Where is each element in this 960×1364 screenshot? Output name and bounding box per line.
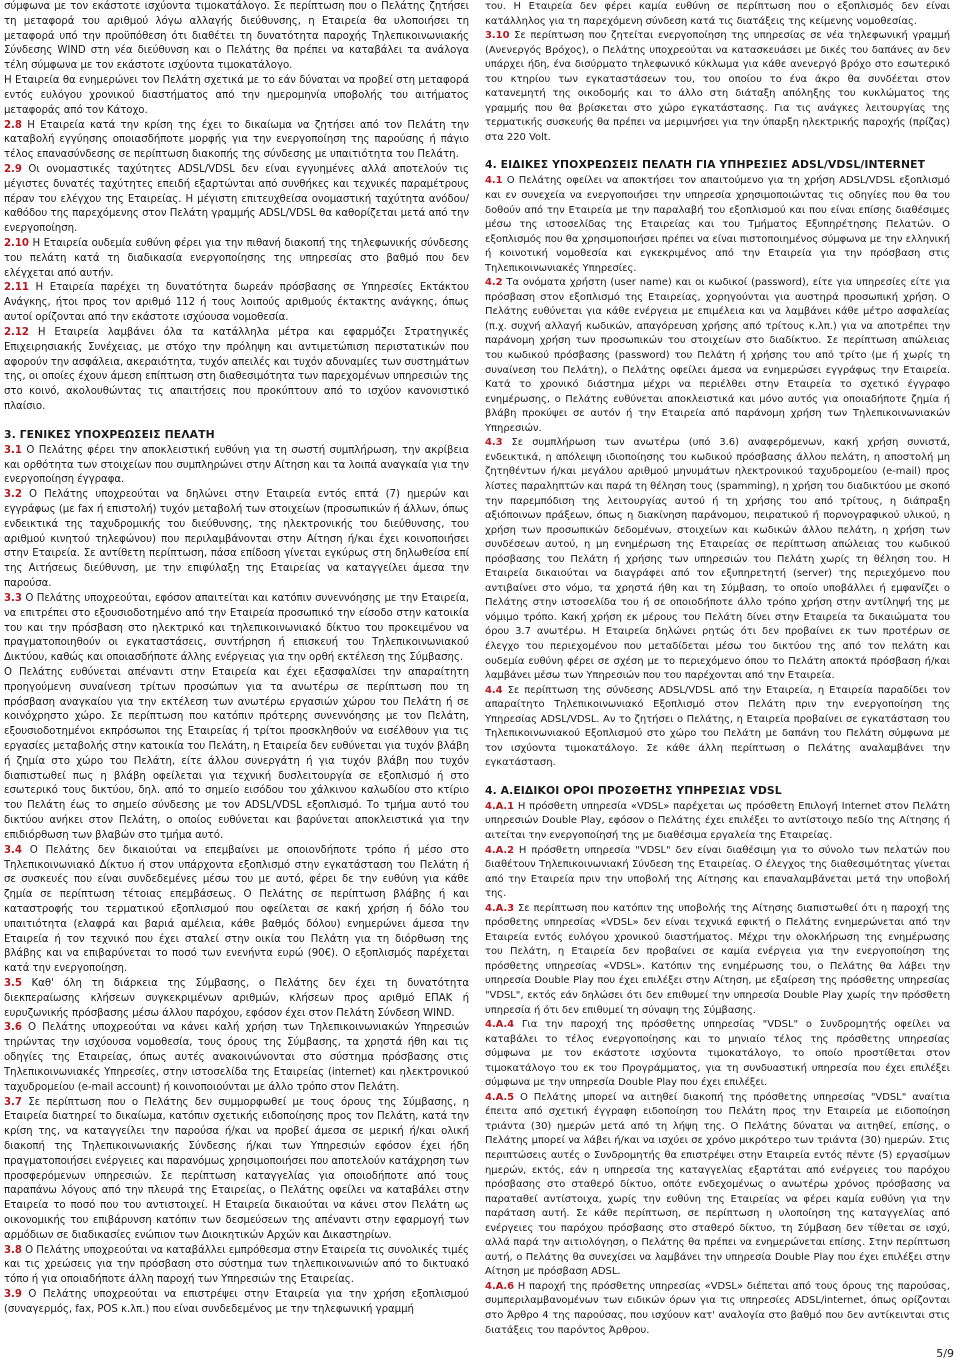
clause-paragraph — [485, 0, 950, 29]
clause-paragraph — [4, 666, 469, 844]
clause-paragraph — [4, 1244, 469, 1288]
clause-text: Ο Πελάτης υποχρεούται να κάνει καλή χρήση των Τηλεπικοινωνιακών Υπηρεσιών τηρώντας την ισχύουσα νομοθεσία, τους όρους της Σύμβασης, τα χρηστά ήθη και τις οδηγίες της Εταιρείας, όπως αυτές ανακοινώνονται στο σύστημα πρόσβασης στις Τηλεπικοινωνιακές Υπηρεσίες, στην ιστοσελίδα της Εταιρείας (internet) και ηλεκτρονικού ταχυδρομείου (e-mail account) ή κοινοποιούνται με άλλο τρόπο στον Πελάτη. — [4, 1022, 469, 1093]
clause-number: 3.1 — [4, 444, 22, 456]
clause-text: Σε περίπτωση που ζητείται ενεργοποίηση της υπηρεσίας σε νέα τηλεφωνική γραμμή (Ανενεργός Βρόχος), ο Πελάτης υποχρεούται να κατασκευάσει με δικές του δαπάνες αν δεν υπάρχει ήδη, ένα δισύρματο τηλεφωνικό κύκλωμα για κάθε ανενεργό βρόχο στο εσωτερικό του κτηρίου των εγκαταστάσεων του, του οποίου το ένα άκρο θα συνδέεται στον κατανεμητή της οικοδομής και το άλλο στη διάταξη απόληξης του κυκλώματος της γραμμής που θα βρίσκεται στο χώρο εγκατάστασης. Για τις ανάγκες λειτουργίας της τερματικής συσκευής θα πρέπει να μεριμνήσει για την ύπαρξη ηλεκτρικής παροχής (πρίζας) στα 220 Volt. — [485, 30, 950, 143]
clause-paragraph — [4, 281, 469, 325]
clause-text: Ο Πελάτης υποχρεούται, εφόσον απαιτείται και κατόπιν συνεννόησης με την Εταιρεία, να επιτρέπει στο εξουσιοδοτημένο από την Εταιρεία προσωπικό την είσοδο στην κατοικία του και την πρόσβαση στο ηλεκτρικό και τηλεπικοινωνιακό δίκτυο του προκειμένου να πραγματοποιηθούν οι εγκαταστάσεις, συντήρηση ή επισκευή του Τηλεπικοινωνιακού Δικτύου, καθώς και οποιασδήποτε άλλης ενέργειας για την ορθή εκτέλεση της Σύμβασης. — [4, 592, 469, 664]
clause-number: 3.9 — [4, 1289, 22, 1301]
clause-paragraph — [485, 29, 950, 145]
clause-number: 3.3 — [4, 592, 22, 604]
clause-number: 4.Α.1 — [485, 800, 515, 812]
clause-text: Ο Πελάτης μπορεί να αιτηθεί διακοπή της πρόσθετης υπηρεσίας "VDSL" αναίτια έπειτα από σχετική έγγραφη ειδοποίηση του Πελάτη προς την Εταιρεία με ειδοποίηση τριάντα (30) ημερών μετά από τη λήψη της. Ο Πελάτης δύναται να αιτηθεί, επίσης, ο Πελάτης μπορεί να λάβει ή/και να ισχύει σε χρόνο μικρότερο των τριάντα (30) ημερών. Στις περιπτώσεις αυτές ο Συνδρομητής θα επιστρέψει στην Εταιρεία εντός πέντε (5) εργασίμων ημερών, εκτός, εάν η υπηρεσία της καταγγελίας εξαρτάται από ενέργειες του παρόχου πρόσβασης στο σταθερό δίκτυο, οπότε ενδεχομένως ο ανωτέρω χρόνος πρόσβασης να παραταθεί αντίστοιχα, χωρίς την ευθύνη της Εταιρείας να φέρει καμία ευθύνη για την παράταση αυτή. Σε κάθε περίπτωση, σε περίπτωση η υλοποίηση της καταγγελίας από ενέργειες του παρόχου πρόσβασης στο σταθερό δίκτυο, τη Σύμβαση δεν τίθεται σε ισχύ, αλλά παρά την αιτιολόγηση, ο Πελάτης θα πρέπει να ενημερώνεται επίσης. Στην περίπτωση αυτή, ο Πελάτης θα συνεχίσει να λαμβάνει την υπηρεσία Double Play που έχει επιλέξει στην Αίτηση με πρόσβαση ADSL. — [485, 1091, 950, 1278]
clause-text: Ο Πελάτης φέρει την αποκλειστική ευθύνη για τη σωστή συμπλήρωση, την ακρίβεια και ορθότητα των στοιχείων που συμπληρώνει στην Αίτηση και τα λοιπά αναγκαία για την ενεργοποίηση έγγραφα. — [4, 444, 469, 486]
clause-text: Τα ονόματα χρήστη (user name) και οι κωδικοί (password), είτε για υπηρεσίες είτε για πρόσβαση στον εξοπλισμό της Εταιρείας, χορηγούνται για αυστηρά προσωπική χρήση. Ο Πελάτης ευθύνεται για κάθε ενέργεια με επιμέλεια και να λαμβάνει κάθε μέτρο ασφαλείας (π.χ. συχνή αλλαγή κωδικών, απαγόρευση χρήσης από τρίτους κ.λπ.) για να αποτρέπει την παράνομη χρήση των προσωπικών του στοιχείων στο διαδίκτυο. Σε περίπτωση απώλειας του κωδικού πρόσβασης (password) του Πελάτη ή χρήσης του από τρίτο (με ή χωρίς τη συναίνεση του Πελάτη), ο Πελάτης οφείλει άμεσα να ενημερώσει εγγράφως την Εταιρεία. Κατά το χρονικό διάστημα μέχρι να περιέλθει στην Εταιρεία το σχετικό έγγραφο ενημέρωσης, ο Πελάτης ευθύνεται αποκλειστικά και μόνο αυτός για οποιαδήποτε ζημία ή βλάβη προκύψει σε αυτόν ή την Εταιρεία από παράνομη χρήση των Τηλεπικοινωνιακών Υπηρεσιών. — [485, 277, 950, 434]
clause-paragraph — [485, 1018, 950, 1091]
clause-text: Καθ' όλη τη διάρκεια της Σύμβασης, ο Πελάτης δεν έχει τη δυνατότητα διεκπεραίωσης κλήσεων συγκεκριμένων αριθμών, κλήσεων προς αριθμό ΕΠΑΚ ή ευρυζωνικής πρόσβασης μέσω άλλου παρόχου, εφόσον έχει στον Πελάτη Σύνδεση WIND. — [4, 978, 469, 1019]
clause-paragraph — [4, 1096, 469, 1244]
clause-paragraph — [4, 488, 469, 592]
clause-text: Ο Πελάτης ευθύνεται απέναντι στην Εταιρεία και έχει εξασφαλίσει την απαραίτητη προηγούμενη συναίνεση τρίτων προσώπων για τα ανωτέρω σε περίπτωση που τη πρόσβαση αναγκαίου για την εκτέλεση των ανωτέρω εργασιών χώρου του Πελάτη ή σε κοινόχρηστο χώρο. Σε περίπτωση που κατόπιν πρότερης συνεννόησης με τον Πελάτη, εξουσιοδοτημένοι εκπρόσωποι της Εταιρείας ή τρίτοι προσκληθούν να εισέλθουν για τις εργασίες μεταβολής στην κατοικία του Πελάτη, η Εταιρεία δεν ευθύνεται για τυχόν βλάβη ή ζημία στο χώρο του Πελάτη, είτε άλλου συνεργάτη ή για τυχόν βλάβη που τυχόν διαπιστωθεί πως η βλάβη οφείλεται για τεχνική δυσλειτουργία σε εξοπλισμό ή στο εσωτερικό τους δικτύου, δηλ. από το σημείο εισόδου του χάλκινου καλωδίου στο κτίριο του Πελάτη έως το σημείο σύνδεσης με τον ADSL/VDSL εξοπλισμό. Το τμήμα αυτό του δικτύου ανήκει στον Πελάτη, ο οποίος ευθύνεται και βαρύνεται αποκλειστικά για την επιδιόρθωση των βλαβών στο τμήμα αυτό. — [4, 666, 469, 841]
clause-text: σύμφωνα με τον εκάστοτε ισχύοντα τιμοκατάλογο. Σε περίπτωση που ο Πελάτης ζητήσει τη μεταφορά του αριθμού λόγω αλλαγής διεύθυνσης, η Εταιρεία θα υλοποιήσει τη μεταφορά υπό την προϋπόθεση ότι διαθέτει τη δυνατότητα παροχής Τηλεπικοινωνιακής Σύνδεσης WIND στη νέα διεύθυνση και ο Πελάτης θα πρέπει να καταβάλει τα ανάλογα τέλη σύμφωνα με τον εκάστοτε ισχύοντα τιμοκατάλογο. — [4, 1, 469, 72]
clause-paragraph — [4, 444, 469, 488]
clause-paragraph — [4, 592, 469, 666]
section-heading: 3. ΓΕΝΙΚΕΣ ΥΠΟΧΡΕΩΣΕΙΣ ΠΕΛΑΤΗ — [4, 427, 215, 441]
clause-text: Σε περίπτωση που κατόπιν της υποβολής της Αίτησης διαπιστωθεί ότι η παροχή της πρόσθετης υπηρεσίας «VDSL» δεν είναι τεχνικά εφικτή ο Πελάτης ενημερώνεται από την Εταιρεία εντός ευλόγου χρονικού διαστήματος. Μέχρι την ολοκλήρωση της ενημέρωσης του Πελάτη, η Εταιρεία δεν προβαίνει σε καμία ενέργεια για την ενεργοποίηση της πρόσθετης υπηρεσίας «VDSL». Κατόπιν της ενημέρωσης του, ο Πελάτης θα λάβει την υπηρεσία Double Play που έχει επιλέξει στην Αίτηση, με εξαίρεση της πρόσθετης υπηρεσίας "VDSL", εκτός εάν δηλώσει ότι δεν επιθυμεί την υπηρεσία Double Play χωρίς την πρόσθετη υπηρεσία ή ότι δεν επιθυμεί τη σύναψη της Σύμβασης. — [485, 902, 950, 1016]
clause-paragraph — [4, 844, 469, 977]
clause-text: Ο Πελάτης οφείλει να αποκτήσει τον απαιτούμενο για τη χρήση ADSL/VDSL εξοπλισμό και εν συνεχεία να ενεργοποιήσει την υπηρεσία χρησιμοποιώντας τις οδηγίες που θα του δοθούν από την Εταιρεία με την παραλαβή του εξοπλισμού και που είναι επίσης διαθέσιμες μέσω της ιστοσελίδας της Εταιρείας και του Τμήματος Εξυπηρέτησης Πελατών. Ο εξοπλισμός που θα χρησιμοποιήσει πρέπει να είναι πιστοποιημένος σύμφωνα με την ελληνική ή κοινοτική νομοθεσία και εγκεκριμένος από την Εταιρεία για την πρόσβαση στις Τηλεπικοινωνιακές Υπηρεσίες. — [485, 175, 950, 274]
clause-number: 4.Α.4 — [485, 1019, 515, 1031]
clause-number: 2.9 — [4, 163, 22, 175]
clause-number: 3.2 — [4, 489, 22, 501]
clause-number: 4.1 — [485, 175, 503, 187]
clause-paragraph — [4, 1288, 469, 1318]
clause-number: 4.Α.2 — [485, 844, 515, 856]
clause-paragraph — [485, 174, 950, 276]
clause-number: 2.11 — [4, 282, 29, 294]
clause-text: του. Η Εταιρεία δεν φέρει καμία ευθύνη σε περίπτωση που ο εξοπλισμός δεν είναι κατάλληλος για τη παρεχόμενη σύνδεση κατά τις διατάξεις της κείμενης νομοθεσίας. — [485, 1, 950, 27]
clause-paragraph — [4, 0, 469, 74]
clause-text: Για την παροχή της πρόσθετης υπηρεσίας "VDSL" ο Συνδρομητής οφείλει να καταβάλει το τέλος ενεργοποίησης και το μηνιαίο τέλος της πρόσθετης υπηρεσίας σύμφωνα με τον εκάστοτε ισχύοντα τιμοκατάλογο, το οποίο προστίθεται στον τιμοκατάλογο του εκ του Προγράμματος, για τη συνδυαστική υπηρεσία που έχει επιλέξει σύμφωνα με την υπηρεσία Double Play που έχει επιλέξει. — [485, 1019, 950, 1089]
clause-text: Ο Πελάτης δεν δικαιούται να επεμβαίνει με οποιονδήποτε τρόπο ή μέσο στο Τηλεπικοινωνιακό Δίκτυο ή στον υπάρχοντα εξοπλισμό στην εγκατάσταση του Πελάτη ή σε συσκευές που είναι συνδεδεμένες μέσω του με αυτό, φέρει δε την ευθύνη για κάθε ζημία σε περίπτωση τέτοιας επεμβάσεως. Ο Πελάτης σε περίπτωση βλάβης ή και καταστροφής του τερματικού εξοπλισμού που οφείλεται σε κακή χρήση ή δόλο του υπαιτιότητα (ελαφρά και βαριά αμέλεια, κάθε βαθμός δόλου) ενημερώνει άμεσα την Εταιρεία ή τον τεχνικό που έχει σταλεί στην οικία του Πελάτη για τη διόρθωση της βλάβης και να επιβαρύνεται το ποσό των ενενήντα ευρώ (90€). Ο εξοπλισμός παρέχεται κατά την ενεργοποίηση. — [4, 844, 469, 975]
clause-paragraph — [4, 119, 469, 163]
clause-text: Η πρόσθετη υπηρεσία "VDSL" δεν είναι διαθέσιμη για το σύνολο των πελατών που διαθέτουν Τηλεπικοινωνιακή Σύνδεση της Εταιρείας. Ο έλεγχος της διαθεσιμότητας γίνεται από την Εταιρεία πριν την υποβολή της Αίτησης και επαναλαμβάνεται μετά την υποβολή της. — [485, 844, 950, 900]
clause-paragraph — [485, 436, 950, 683]
clause-number: 2.10 — [4, 238, 29, 249]
clause-text: Η Εταιρεία ουδεμία ευθύνη φέρει για την πιθανή διακοπή της τηλεφωνικής σύνδεσης του πελάτη κατά τη διαδικασία ενεργοποίησης της υπηρεσίας στο βαθμό που δεν ελέγχεται από αυτήν. — [4, 238, 469, 279]
clause-number: 2.12 — [4, 326, 29, 338]
clause-number: 3.7 — [4, 1096, 22, 1108]
clause-paragraph — [485, 800, 950, 844]
clause-text: Η Εταιρεία παρέχει τη δυνατότητα δωρεάν πρόσβασης σε Υπηρεσίες Εκτάκτου Ανάγκης, ήτοι προς τον αριθμό 112 ή τους λοιπούς αριθμούς έκτακτης ανάγκης, όπως αυτοί ορίζονται από την εκάστοτε ισχύουσα νομοθεσία. — [4, 282, 469, 324]
clause-number: 4.Α.6 — [485, 1280, 515, 1292]
clause-text: Οι ονομαστικές ταχύτητες ADSL/VDSL δεν είναι εγγυημένες αλλά αποτελούν τις μέγιστες δυνατές ταχύτητες επειδή εξαρτώνται από συνθήκες και τεχνικές παραμέτρους πέραν του ελέγχου της Εταιρείας. Η μέγιστη επιτευχθείσα ονομαστική ταχύτητα ανόδου/καθόδου της παρεχόμενης στον Πελάτη γραμμής ADSL/VDSL θα καθορίζεται μετά από την ενεργοποίηση. — [4, 163, 469, 235]
right-column — [485, 0, 950, 1338]
clause-paragraph — [485, 902, 950, 1018]
left-column — [4, 0, 469, 1318]
clause-paragraph — [4, 326, 469, 415]
clause-text: Η Εταιρεία κατά την κρίση της έχει το δικαίωμα να ζητήσει από τον Πελάτη την καταβολή εγγύησης οποιασδήποτε μορφής για την ενεργοποίηση της παρούσης ή πάγιο τέλος επανασύνδεσης σε περίπτωση διακοπής της σύνδεσης με υπαιτιότητα του Πελάτη. — [4, 119, 469, 161]
clause-number: 3.4 — [4, 844, 22, 856]
clause-text: Σε συμπλήρωση των ανωτέρω (υπό 3.6) αναφερόμενων, κακή χρήση συνιστά, ενδεικτικά, η απόλειψη ιδιοποίησης του κωδικού πρόσβασης άλλου πελάτη, η αποστολή μη ζητηθέντων ή/και μεγάλου αριθμού μηνυμάτων ηλεκτρονικού ταχυδρομείου (e-mail) προς λίστες παραληπτών και παρά τη θέληση τους (spamming), η χρήση του διαδικτύου με σκοπό την παρεμπόδιση της λειτουργίας αυτού ή τη χρήσης του από τρίτους, η διάπραξη αξιόποινων πράξεων, όπως η διακίνηση παράνομου, πειρατικού ή πορνογραφικού υλικού, η χρήση των προσωπικών δεδομένων, στοιχείων και κωδικών άλλου πελάτη, η χρήση των συνδέσεων αυτού, η μη ενημέρωση της Εταιρείας σε περίπτωση απώλειας του κωδικού πρόσβασης του Πελάτη ή χρήσης των υπηρεσιών του Πελάτη χωρίς τη θέληση του. Η Εταιρεία δικαιούται να διαγράφει από τον εξυπηρετητή (server) της περιεχόμενο που αντιβαίνει στο νόμο, τα χρηστά ήθη και τη Σύμβαση, το οποίο υποβάλλει ή εμφανίζει ο Πελάτης στην ιστοσελίδα του ή σε οποιοδήποτε άλλο τρόπο χρήση στην αντίληψή της με νόμιμο τρόπο. Κακή χρήση εκ μέρους του Πελάτη δίνει στην Εταιρεία τα δικαιώματα του όρου 3.7 ανωτέρω. Η Εταιρεία δηλώνει ρητώς ότι δεν προβαίνει εκ των προτέρων σε έλεγχο του περιεχομένου που μεταδίδεται μέσω του δικτύου της από τον πελάτη και ουδεμία ευθύνη φέρει σε σχέση με το περιεχόμενο όπου το Πελάτη αποκτά πρόσβαση ή/και λαμβάνει μέσω των Υπηρεσιών που του παρέχονται από την Εταιρεία. — [485, 437, 950, 682]
clause-paragraph — [4, 1021, 469, 1095]
clause-paragraph — [4, 237, 469, 281]
clause-number: 2.8 — [4, 119, 22, 131]
clause-number: 4.Α.3 — [485, 902, 515, 914]
clause-text: Η Εταιρεία θα ενημερώνει τον Πελάτη σχετικά με το εάν δύναται να προβεί στη μεταφορά εντός ευλόγου χρονικού διαστήματος από την ημερομηνία υποβολής του αιτήματος μεταφοράς από τον Κάτοχο. — [4, 75, 469, 116]
clause-number: 4.2 — [485, 277, 503, 289]
clause-number: 4.3 — [485, 437, 503, 449]
clause-number: 4.4 — [485, 684, 503, 696]
page-number: 5/9 — [936, 1347, 954, 1360]
section-heading: 4. Α.ΕΙΔΙΚΟΙ ΟΡΟΙ ΠΡΟΣΘΕΤΗΣ ΥΠΗΡΕΣΙΑΣ VDSL — [485, 783, 782, 797]
clause-paragraph — [4, 977, 469, 1021]
clause-number: 3.10 — [485, 30, 510, 42]
clause-paragraph — [485, 684, 950, 771]
clause-paragraph — [485, 844, 950, 902]
clause-text: Η Εταιρεία λαμβάνει όλα τα κατάλληλα μέτρα και εφαρμόζει Στρατηγικές Επιχειρησιακής Συνέχειας, με στόχο την πρόληψη και αντιμετώπιση περιστατικών που αφορούν την ασφάλεια, ακεραιότητα, τυχόν απειλές και τυχόν αδυναμίες των συστημάτων της, οι οποίες έχουν άμεση επίπτωση στη διαθεσιμότητα των παρεχομένων υπηρεσιών της στο κοινό, ακολουθώντας τις απαιτήσεις που προκύπτουν από το ισχύον κανονιστικό πλαίσιο. — [4, 326, 469, 412]
clause-number: 3.6 — [4, 1022, 22, 1034]
clause-text: Η παροχή της πρόσθετης υπηρεσίας «VDSL» διέπεται από τους όρους της παρούσας, συμπεριλαμβανομένων των ειδικών όρων για τις υπηρεσίες ADSL/internet, όπως ορίζονται στο Άρθρο 4 της παρούσας, που ισχύουν κατ' αναλογία στο βαθμό που δεν αντίκεινται στις διατάξεις του παρόντος Άρθρου. — [485, 1280, 950, 1336]
clause-paragraph — [485, 1091, 950, 1280]
clause-paragraph — [485, 1280, 950, 1338]
clause-paragraph — [4, 74, 469, 118]
clause-number: 3.8 — [4, 1244, 22, 1256]
clause-text: Σε περίπτωση της σύνδεσης ADSL/VDSL από την Εταιρεία, η Εταιρεία παραδίδει τον απαραίτητο Τηλεπικοινωνιακό Εξοπλισμό στον Πελάτη πριν την ενεργοποίηση της Υπηρεσίας ADSL/VDSL. Αν το ζητήσει ο Πελάτης, η Εταιρεία προβαίνει σε εγκατάσταση του Τηλεπικοινωνιακού Εξοπλισμού στο χώρο του Πελάτη με δαπάνη του Πελάτη σύμφωνα με τον ισχύοντα τιμοκατάλογο. Σε κάθε άλλη περίπτωση ο Πελάτης αναλαμβάνει την εγκατάσταση. — [485, 684, 950, 769]
clause-number: 3.5 — [4, 978, 22, 989]
clause-number: 4.Α.5 — [485, 1091, 515, 1103]
clause-paragraph — [4, 163, 469, 237]
clause-text: Η πρόσθετη υπηρεσία «VDSL» παρέχεται ως πρόσθετη Επιλογή Internet στον Πελάτη υπηρεσιών Double Play, εφόσον ο Πελάτης έχει επιλέξει το αντίστοιχο πεδίο της Αίτησης ή αιτείται την ενεργοποίησή της με διαθέσιμα εργαλεία της Εταιρείας. — [485, 800, 950, 841]
clause-text: Ο Πελάτης υποχρεούται να δηλώνει στην Εταιρεία εντός επτά (7) ημερών και εγγράφως (με fax ή επιστολή) τυχόν μεταβολή των στοιχείων (προσωπικών ή άλλων, όπως ενδεικτικά της ταχυδρομικής του διεύθυνσης, της ηλεκτρονικής του διεύθυνσης, του αριθμού κινητού τηλεφώνου) που περιλαμβάνονται στην Αίτηση ή/και έχει κοινοποιήσει στην Εταιρεία. Σε αντίθετη περίπτωση, πάσα επίδοση γίνεται εγκύρως στη δηλωθείσα επί της Αιτήσεως διεύθυνση, με την επιφύλαξη της Εταιρείας να καταγγείλει άμεσα την παρούσα. — [4, 489, 469, 590]
clause-text: Ο Πελάτης υποχρεούται να επιστρέψει στην Εταιρεία για την χρήση εξοπλισμού (συναγερμός, fax, POS κ.λπ.) που είναι συνδεδεμένος με την τηλεφωνική γραμμή — [4, 1289, 469, 1315]
clause-paragraph — [485, 276, 950, 436]
clause-text: Ο Πελάτης υποχρεούται να καταβάλλει εμπρόθεσμα στην Εταιρεία τις συνολικές τιμές και τις χρεώσεις για την πρόσβαση στο σύστημα των τηλεπικοινωνιών από το δικτυακό τόπο ή για οποιαδήποτε άλλη παροχή των Υπηρεσιών της Εταιρείας. — [4, 1244, 469, 1286]
clause-text: Σε περίπτωση που ο Πελάτης δεν συμμορφωθεί με τους όρους της Σύμβασης, η Εταιρεία διατηρεί το δικαίωμα, κατόπιν σχετικής ειδοποίησης προς τον Πελάτη, κατά την κρίση της, να καταγγείλει την παρούσα ή/και να προβεί άμεσα σε μερική ή/και ολική διακοπή της Τηλεπικοινωνιακής Σύνδεσης ή/και των Υπηρεσιών εφόσον έχει ήδη πραγματοποιήσει ενέργειες και παρανόμως χρησιμοποιήσει που αποτελούν κατάχρηση των προσφερόμενων υπηρεσιών. Σε περίπτωση καταγγελίας για οποιοδήποτε από τους παραπάνω λόγους από την πλευρά της Εταιρείας, ο Πελάτης οφείλει να καταβάλει στην Εταιρεία το ποσό που του αντιστοιχεί. Η Εταιρεία δικαιούται να κάνει στον Πελάτη ως οικονομικής του επιβάρυνση κατόπιν των δεσμεύσεων της απέναντι στην εφαρμογή των αρμόδιων σε διαδικασίες ενώπιον των Διοικητικών Αρχών και Δικαστηρίων. — [4, 1096, 469, 1241]
section-heading: 4. ΕΙΔΙΚΕΣ ΥΠΟΧΡΕΩΣΕΙΣ ΠΕΛΑΤΗ ΓΙΑ ΥΠΗΡΕΣΙΕΣ ADSL/VDSL/INTERNET — [485, 158, 926, 172]
